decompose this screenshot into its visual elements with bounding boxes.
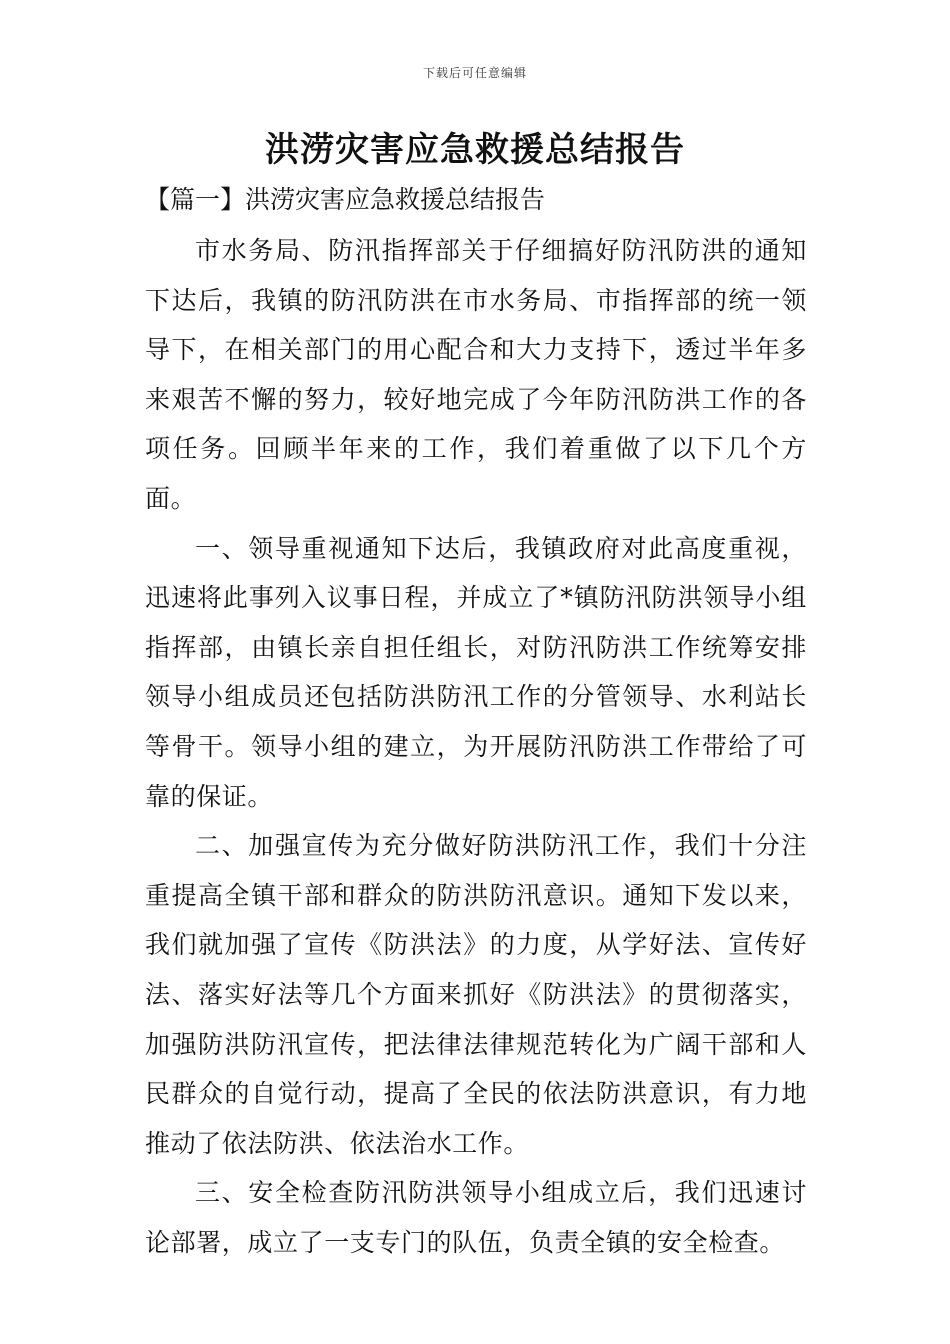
section-subtitle: 【篇一】洪涝灾害应急救援总结报告 bbox=[145, 185, 546, 214]
document-body bbox=[145, 226, 807, 1267]
header-note: 下载后可任意编辑 bbox=[422, 66, 527, 80]
paragraph-leadership: 一、领导重视通知下达后，我镇政府对此高度重视，迅速将此事列入议事日程，并成立了*镇防汛防洪领导小组指挥部，由镇长亲自担任组长，对防汛防洪工作统筹安排领导小组成员还包括防洪防汛工作的分管领导、水利站长等骨干。领导小组的建立，为开展防汛防洪工作带给了可靠的保证。 bbox=[145, 533, 807, 811]
document-title: 洪涝灾害应急救援总结报告 bbox=[265, 130, 685, 170]
paragraph-publicity: 二、加强宣传为充分做好防洪防汛工作，我们十分注重提高全镇干部和群众的防洪防汛意识。通知下发以来，我们就加强了宣传《防洪法》的力度，从学好法、宣传好法、落实好法等几个方面来抓好《防洪法》的贯彻落实，加强防洪防汛宣传，把法律法律规范转化为广阔干部和人民群众的自觉行动，提高了全民的依法防洪意识，有力地推动了依法防洪、依法治水工作。 bbox=[145, 831, 807, 1158]
paragraph-safety-inspection: 三、安全检查防汛防洪领导小组成立后，我们迅速讨论部署，成立了一支专门的队伍，负责全镇的安全检查。 bbox=[145, 1178, 807, 1257]
paragraph-intro: 市水务局、防汛指挥部关于仔细搞好防汛防洪的通知下达后，我镇的防汛防洪在市水务局、市指挥部的统一领导下，在相关部门的用心配合和大力支持下，透过半年多来艰苦不懈的努力，较好地完成了今年防汛防洪工作的各项任务。回顾半年来的工作，我们着重做了以下几个方面。 bbox=[145, 236, 807, 513]
